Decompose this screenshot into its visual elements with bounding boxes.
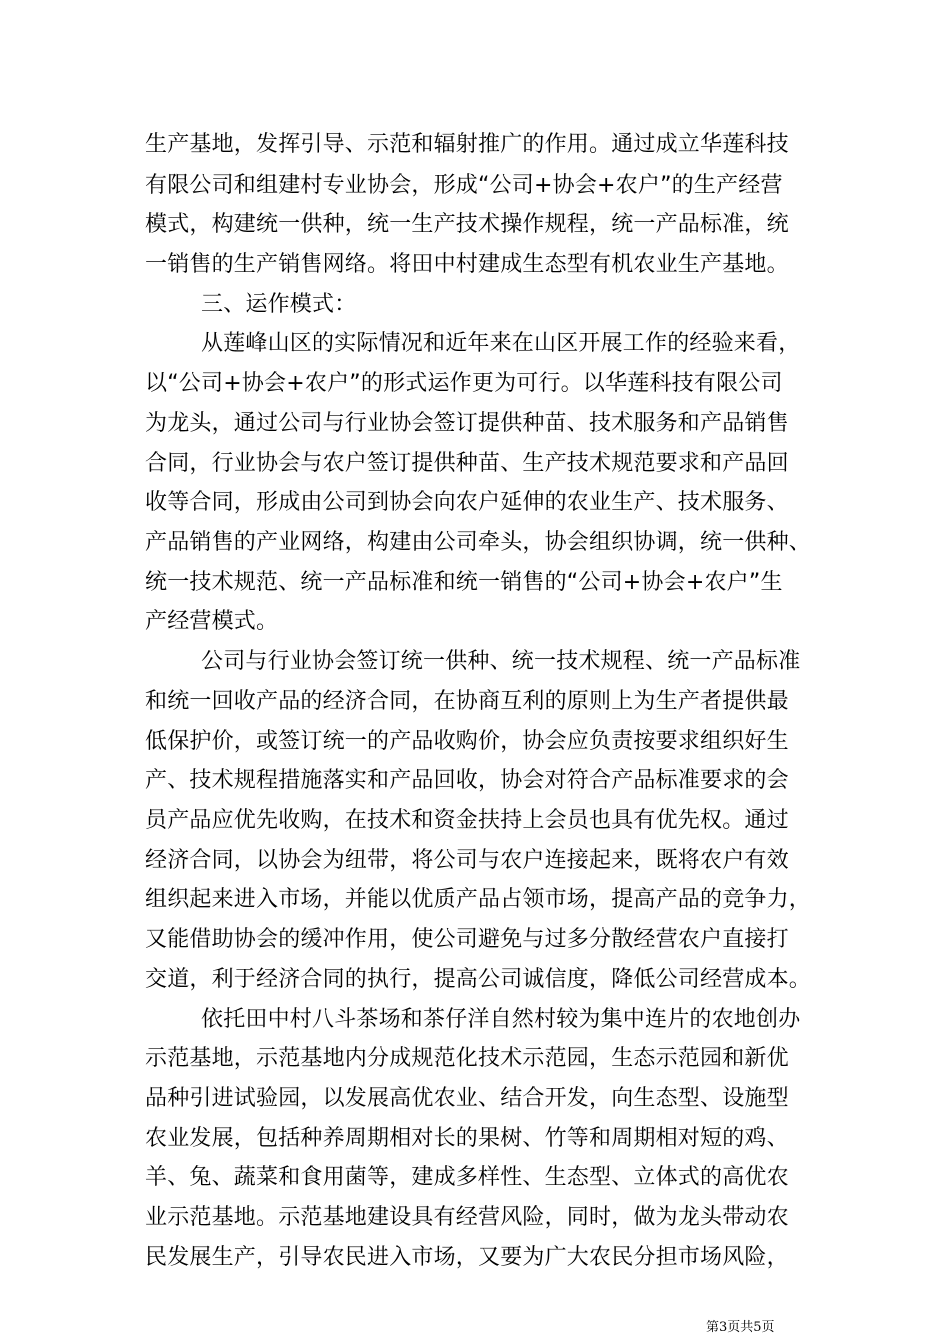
text-line: 品种引进试验园，以发展高优农业、结合开发，向生态型、设施型 xyxy=(145,1086,789,1111)
text-line: 为龙头，通过公司与行业协会签订提供种苗、技术服务和产品销售 xyxy=(145,411,789,436)
text-line: 公司与行业协会签订统一供种、统一技术规程、统一产品标准 xyxy=(201,649,801,674)
text-line: 和统一回收产品的经济合同，在协商互利的原则上为生产者提供最 xyxy=(145,689,789,714)
text-line: 产品销售的产业网络，构建由公司牵头，协会组织协调，统一供种、 xyxy=(145,530,812,555)
page-number: 第3页共5页 xyxy=(706,1320,775,1335)
text-line: 以“公司+协会+农户”的形式运作更为可行。以华莲科技有限公司 xyxy=(145,371,783,396)
section-heading: 三、运作模式： xyxy=(201,292,357,317)
text-line: 羊、兔、蔬菜和食用菌等，建成多样性、生态型、立体式的高优农 xyxy=(145,1165,789,1190)
text-line: 低保护价，或签订统一的产品收购价，协会应负责按要求组织好生 xyxy=(145,729,789,754)
text-line: 生产基地，发挥引导、示范和辐射推广的作用。通过成立华莲科技 xyxy=(145,132,789,157)
text-line: 又能借助协会的缓冲作用，使公司避免与过多分散经营农户直接打 xyxy=(145,927,789,952)
text-line: 示范基地，示范基地内分成规范化技术示范园，生态示范园和新优 xyxy=(145,1046,789,1071)
text-line: 交道，利于经济合同的执行，提高公司诚信度，降低公司经营成本。 xyxy=(145,967,812,992)
text-line: 组织起来进入市场，并能以优质产品占领市场，提高产品的竞争力， xyxy=(145,887,812,912)
text-line: 经济合同，以协会为纽带，将公司与农户连接起来，既将农户有效 xyxy=(145,848,789,873)
text-line: 统一技术规范、统一产品标准和统一销售的“公司+协会+农户”生 xyxy=(145,570,783,595)
text-line: 收等合同，形成由公司到协会向农户延伸的农业生产、技术服务、 xyxy=(145,490,789,515)
text-line: 有限公司和组建村专业协会，形成“公司+协会+农户”的生产经营 xyxy=(145,173,783,198)
text-line: 业示范基地。示范基地建设具有经营风险，同时，做为龙头带动农 xyxy=(145,1205,789,1230)
text-line: 产、技术规程措施落实和产品回收，协会对符合产品标准要求的会 xyxy=(145,768,789,793)
text-line: 合同，行业协会与农户签订提供种苗、生产技术规范要求和产品回 xyxy=(145,451,789,476)
text-line: 从莲峰山区的实际情况和近年来在山区开展工作的经验来看， xyxy=(201,331,801,356)
text-line: 员产品应优先收购，在技术和资金扶持上会员也具有优先权。通过 xyxy=(145,808,789,833)
text-line: 一销售的生产销售网络。将田中村建成生态型有机农业生产基地。 xyxy=(145,252,789,277)
text-line: 依托田中村八斗茶场和茶仔洋自然村较为集中连片的农地创办 xyxy=(201,1007,801,1032)
text-line: 农业发展，包括种养周期相对长的果树、竹等和周期相对短的鸡、 xyxy=(145,1126,789,1151)
text-line: 产经营模式。 xyxy=(145,609,279,634)
text-line: 模式，构建统一供种，统一生产技术操作规程，统一产品标准，统 xyxy=(145,212,789,237)
text-line: 民发展生产，引导农民进入市场，又要为广大农民分担市场风险， xyxy=(145,1245,789,1270)
